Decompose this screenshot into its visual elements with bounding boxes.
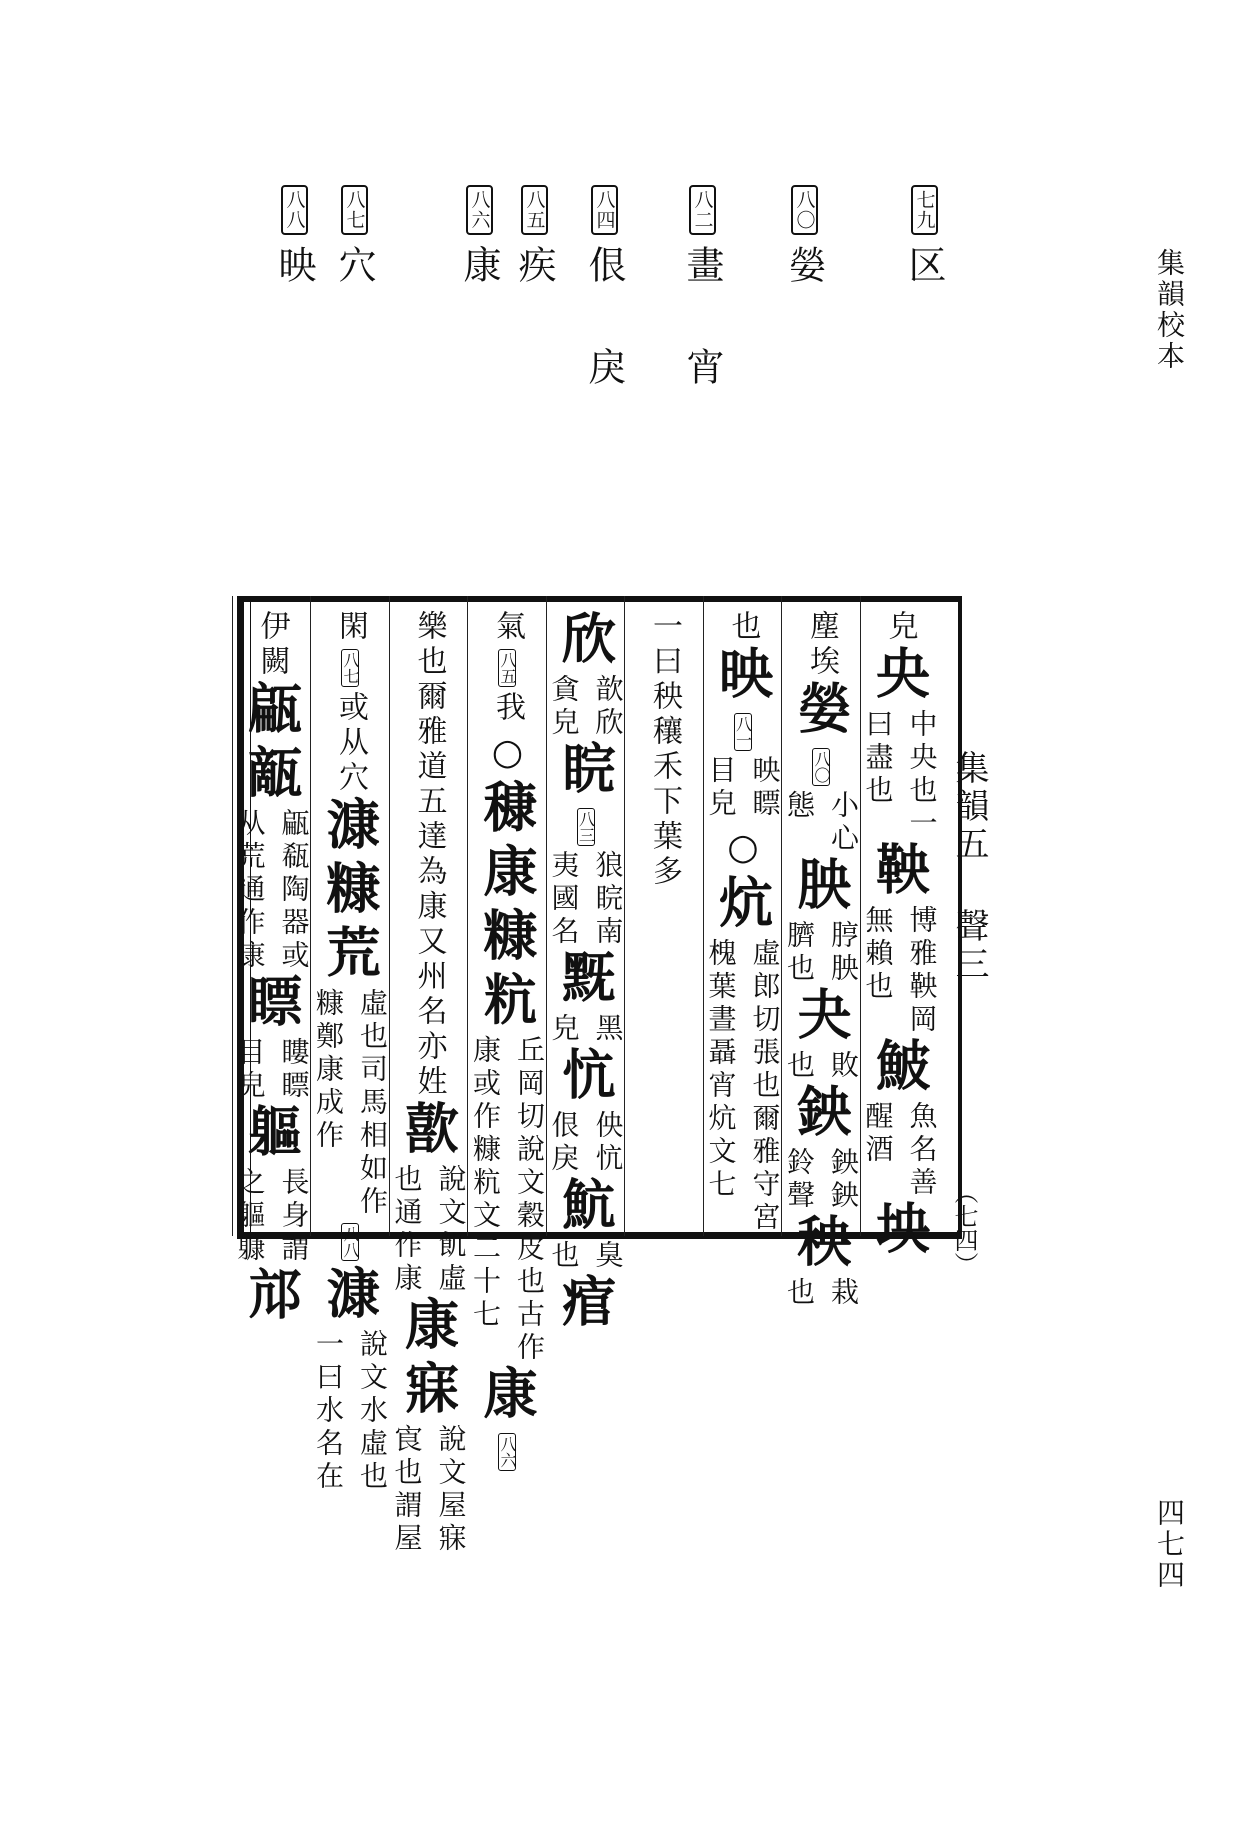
headword: 漮糠荒 — [318, 796, 382, 988]
small-gloss — [230, 1167, 314, 1266]
headword: 瞟 — [239, 973, 304, 1037]
note-text: 穴 — [332, 245, 376, 293]
note-text: 康 — [457, 245, 501, 293]
small-gloss — [544, 1240, 628, 1273]
collation-note — [512, 185, 556, 293]
small-gloss — [779, 1147, 863, 1213]
note-number: 八五 — [521, 185, 548, 235]
gloss-line: 虛郎切張也爾雅守宮 — [748, 938, 782, 1235]
headword: 甂甋 — [239, 680, 304, 808]
headword: 睆 — [553, 740, 618, 804]
gloss-line: 目皃 — [704, 755, 738, 821]
small-gloss — [230, 808, 314, 973]
headword: 歖 — [396, 1100, 461, 1164]
small-gloss — [387, 1424, 471, 1556]
gloss-line: 佷戾 — [547, 1110, 581, 1176]
gloss-line: 也通作康 — [390, 1164, 424, 1296]
headword: 映 — [710, 645, 775, 709]
note-text: 嫈 — [782, 245, 826, 293]
collation-mark: 八一 — [734, 713, 752, 751]
collation-note — [332, 185, 376, 293]
small-gloss — [465, 1035, 549, 1365]
text-column — [390, 610, 468, 1556]
headword: 黖 — [553, 949, 618, 1013]
headword: 穅康糠粇 — [475, 779, 539, 1035]
text-column — [233, 610, 311, 1330]
gloss-line: 小心 — [827, 790, 860, 856]
headword: 康 — [475, 1365, 539, 1429]
collation-mark: 八五 — [498, 649, 516, 687]
headword: 邟 — [239, 1266, 304, 1330]
small-gloss — [308, 988, 392, 1219]
running-title: 集韻校本 — [1153, 248, 1186, 372]
headword: 鉠 — [789, 1083, 853, 1147]
gloss-text: 我 — [490, 691, 525, 726]
note-text: 佷 戾 — [582, 245, 626, 395]
headword: 央 — [867, 645, 932, 709]
gloss-text: 也 — [725, 610, 761, 645]
headword: 鞅 — [867, 841, 932, 905]
gloss-text: 閑 — [333, 610, 368, 645]
gloss-line: 也 — [547, 1240, 581, 1273]
gloss-text: 氣 — [490, 610, 525, 645]
gloss-text: 一曰秧穰禾下葉多 — [647, 610, 682, 890]
gloss-line: 說文屋寐 — [434, 1424, 468, 1556]
small-gloss — [779, 920, 863, 986]
text-column — [468, 610, 546, 1475]
headword: 軀 — [239, 1103, 304, 1167]
text-column — [311, 610, 389, 1494]
collation-note — [457, 185, 501, 293]
note-text: 映 — [272, 245, 316, 293]
note-number: 八四 — [591, 185, 618, 235]
gloss-line: 从荒通作康 — [233, 808, 267, 973]
collation-note — [782, 185, 826, 293]
margin-leaf-number: （七四） — [950, 1180, 978, 1276]
gloss-line: 甂瓻陶器或 — [277, 808, 311, 973]
collation-mark: 八三 — [577, 808, 595, 846]
headword: 欣 — [553, 610, 618, 674]
small-gloss — [701, 938, 785, 1235]
rhyme-circle: ○ — [487, 732, 528, 773]
collation-note — [902, 185, 946, 293]
text-column — [704, 610, 782, 1235]
small-gloss — [701, 755, 785, 821]
gloss-line: 一曰水名在 — [312, 1329, 345, 1494]
gloss-line: 糠鄭康成作 — [312, 988, 345, 1153]
small-gloss — [308, 1329, 392, 1494]
small-gloss — [858, 709, 942, 841]
small-gloss — [230, 1037, 314, 1103]
small-gloss — [858, 905, 942, 1037]
note-number: 七九 — [911, 185, 938, 235]
gloss-line: 魚名善 — [905, 1101, 939, 1200]
gloss-line: 長身謂 — [277, 1167, 311, 1266]
gloss-line: 目皃 — [233, 1037, 267, 1103]
gloss-line: 歆欣 — [591, 674, 625, 740]
small-gloss — [779, 1277, 863, 1310]
headword: 鮍 — [867, 1037, 932, 1101]
gloss-line: 也 — [783, 1050, 816, 1083]
collation-mark: 八八 — [341, 1223, 359, 1261]
gloss-text: 皃 — [882, 610, 918, 645]
page-number: 四七四 — [1153, 1498, 1186, 1591]
headword: 胦 — [789, 856, 853, 920]
gloss-line: 虛也司馬相如作 — [356, 988, 389, 1219]
headword: 坱 — [867, 1200, 932, 1264]
gloss-line: 黑 — [591, 1013, 625, 1046]
headword: 炕 — [710, 874, 775, 938]
collation-mark: 八〇 — [812, 748, 830, 786]
gloss-line: 之軀躿 — [233, 1167, 267, 1266]
small-gloss — [779, 790, 863, 856]
gloss-line: 臍也 — [783, 920, 816, 986]
gloss-line: 瞜瞟 — [277, 1037, 311, 1103]
gloss-line: 無賴也 — [861, 905, 895, 1004]
gloss-line: 敗 — [827, 1050, 860, 1083]
gloss-line: 夷國名 — [547, 850, 581, 949]
small-gloss — [779, 1050, 863, 1083]
small-gloss — [544, 1110, 628, 1176]
small-gloss — [387, 1164, 471, 1296]
gloss-text: 樂也爾雅道五達為康又州名亦姓 — [411, 610, 447, 1100]
note-number: 八七 — [341, 185, 368, 235]
rhyme-circle: ○ — [722, 827, 764, 868]
gloss-line: 貪皃 — [547, 674, 581, 740]
gloss-line: 中央也一 — [905, 709, 939, 841]
note-number: 八六 — [466, 185, 493, 235]
gloss-line: 態 — [783, 790, 816, 823]
note-text: 区 — [902, 245, 946, 293]
small-gloss — [858, 1101, 942, 1200]
gloss-line: 狼睆南 — [591, 850, 625, 949]
small-gloss — [544, 1013, 628, 1046]
collation-note — [582, 185, 626, 395]
small-gloss — [544, 850, 628, 949]
collation-mark: 八六 — [498, 1433, 516, 1471]
gloss-line: 博雅鞅岡 — [905, 905, 939, 1037]
gloss-line: 說文飢虛 — [434, 1164, 468, 1296]
note-number: 八〇 — [791, 185, 818, 235]
note-text: 畫 宵 — [680, 245, 724, 395]
small-gloss — [544, 674, 628, 740]
gloss-line: 映瞟 — [748, 755, 782, 821]
note-text: 疾 — [512, 245, 556, 293]
text-column — [547, 610, 625, 1337]
headword: 夬 — [789, 986, 853, 1050]
gloss-line: 臭 — [591, 1240, 625, 1273]
gloss-line: 鈴聲 — [783, 1147, 816, 1213]
gloss-line: 康或作糠粇文二十七 — [469, 1035, 502, 1332]
gloss-line: 鉠鉠 — [827, 1147, 860, 1213]
gloss-line: 皃 — [547, 1013, 581, 1046]
note-number: 八八 — [281, 185, 308, 235]
gloss-line: 醒酒 — [861, 1101, 895, 1167]
text-column — [625, 610, 703, 890]
gloss-line: 㝗也謂屋 — [390, 1424, 424, 1556]
headword: 嫈 — [789, 680, 853, 744]
gloss-line: 栽 — [827, 1277, 860, 1310]
collation-mark: 八七 — [341, 649, 359, 687]
gloss-line: 丘岡切說文穀皮也古作 — [513, 1035, 546, 1365]
margin-title: 集韻五 聲三 — [949, 750, 989, 984]
gloss-line: 說文水虛也 — [356, 1329, 389, 1494]
headword: 魧 — [553, 1176, 618, 1240]
text-column — [861, 610, 939, 1264]
headword: 秧 — [789, 1213, 853, 1277]
gloss-line: 槐葉晝聶宵炕文七 — [704, 938, 738, 1202]
headword: 漮 — [318, 1265, 382, 1329]
gloss-line: 脝胦 — [827, 920, 860, 986]
headword: 痯 — [553, 1273, 618, 1337]
gloss-line: 曰盡也 — [861, 709, 895, 808]
headword: 忼 — [553, 1046, 618, 1110]
collation-note — [680, 185, 724, 395]
gloss-text: 或从穴 — [333, 691, 368, 796]
gloss-text: 伊闕 — [254, 610, 290, 680]
gloss-line: 也 — [783, 1277, 816, 1310]
text-column — [782, 610, 860, 1310]
gloss-text: 塵埃 — [804, 610, 839, 680]
collation-note — [272, 185, 316, 293]
note-number: 八二 — [689, 185, 716, 235]
gloss-line: 佒忼 — [591, 1110, 625, 1176]
headword: 康寐 — [396, 1296, 461, 1424]
